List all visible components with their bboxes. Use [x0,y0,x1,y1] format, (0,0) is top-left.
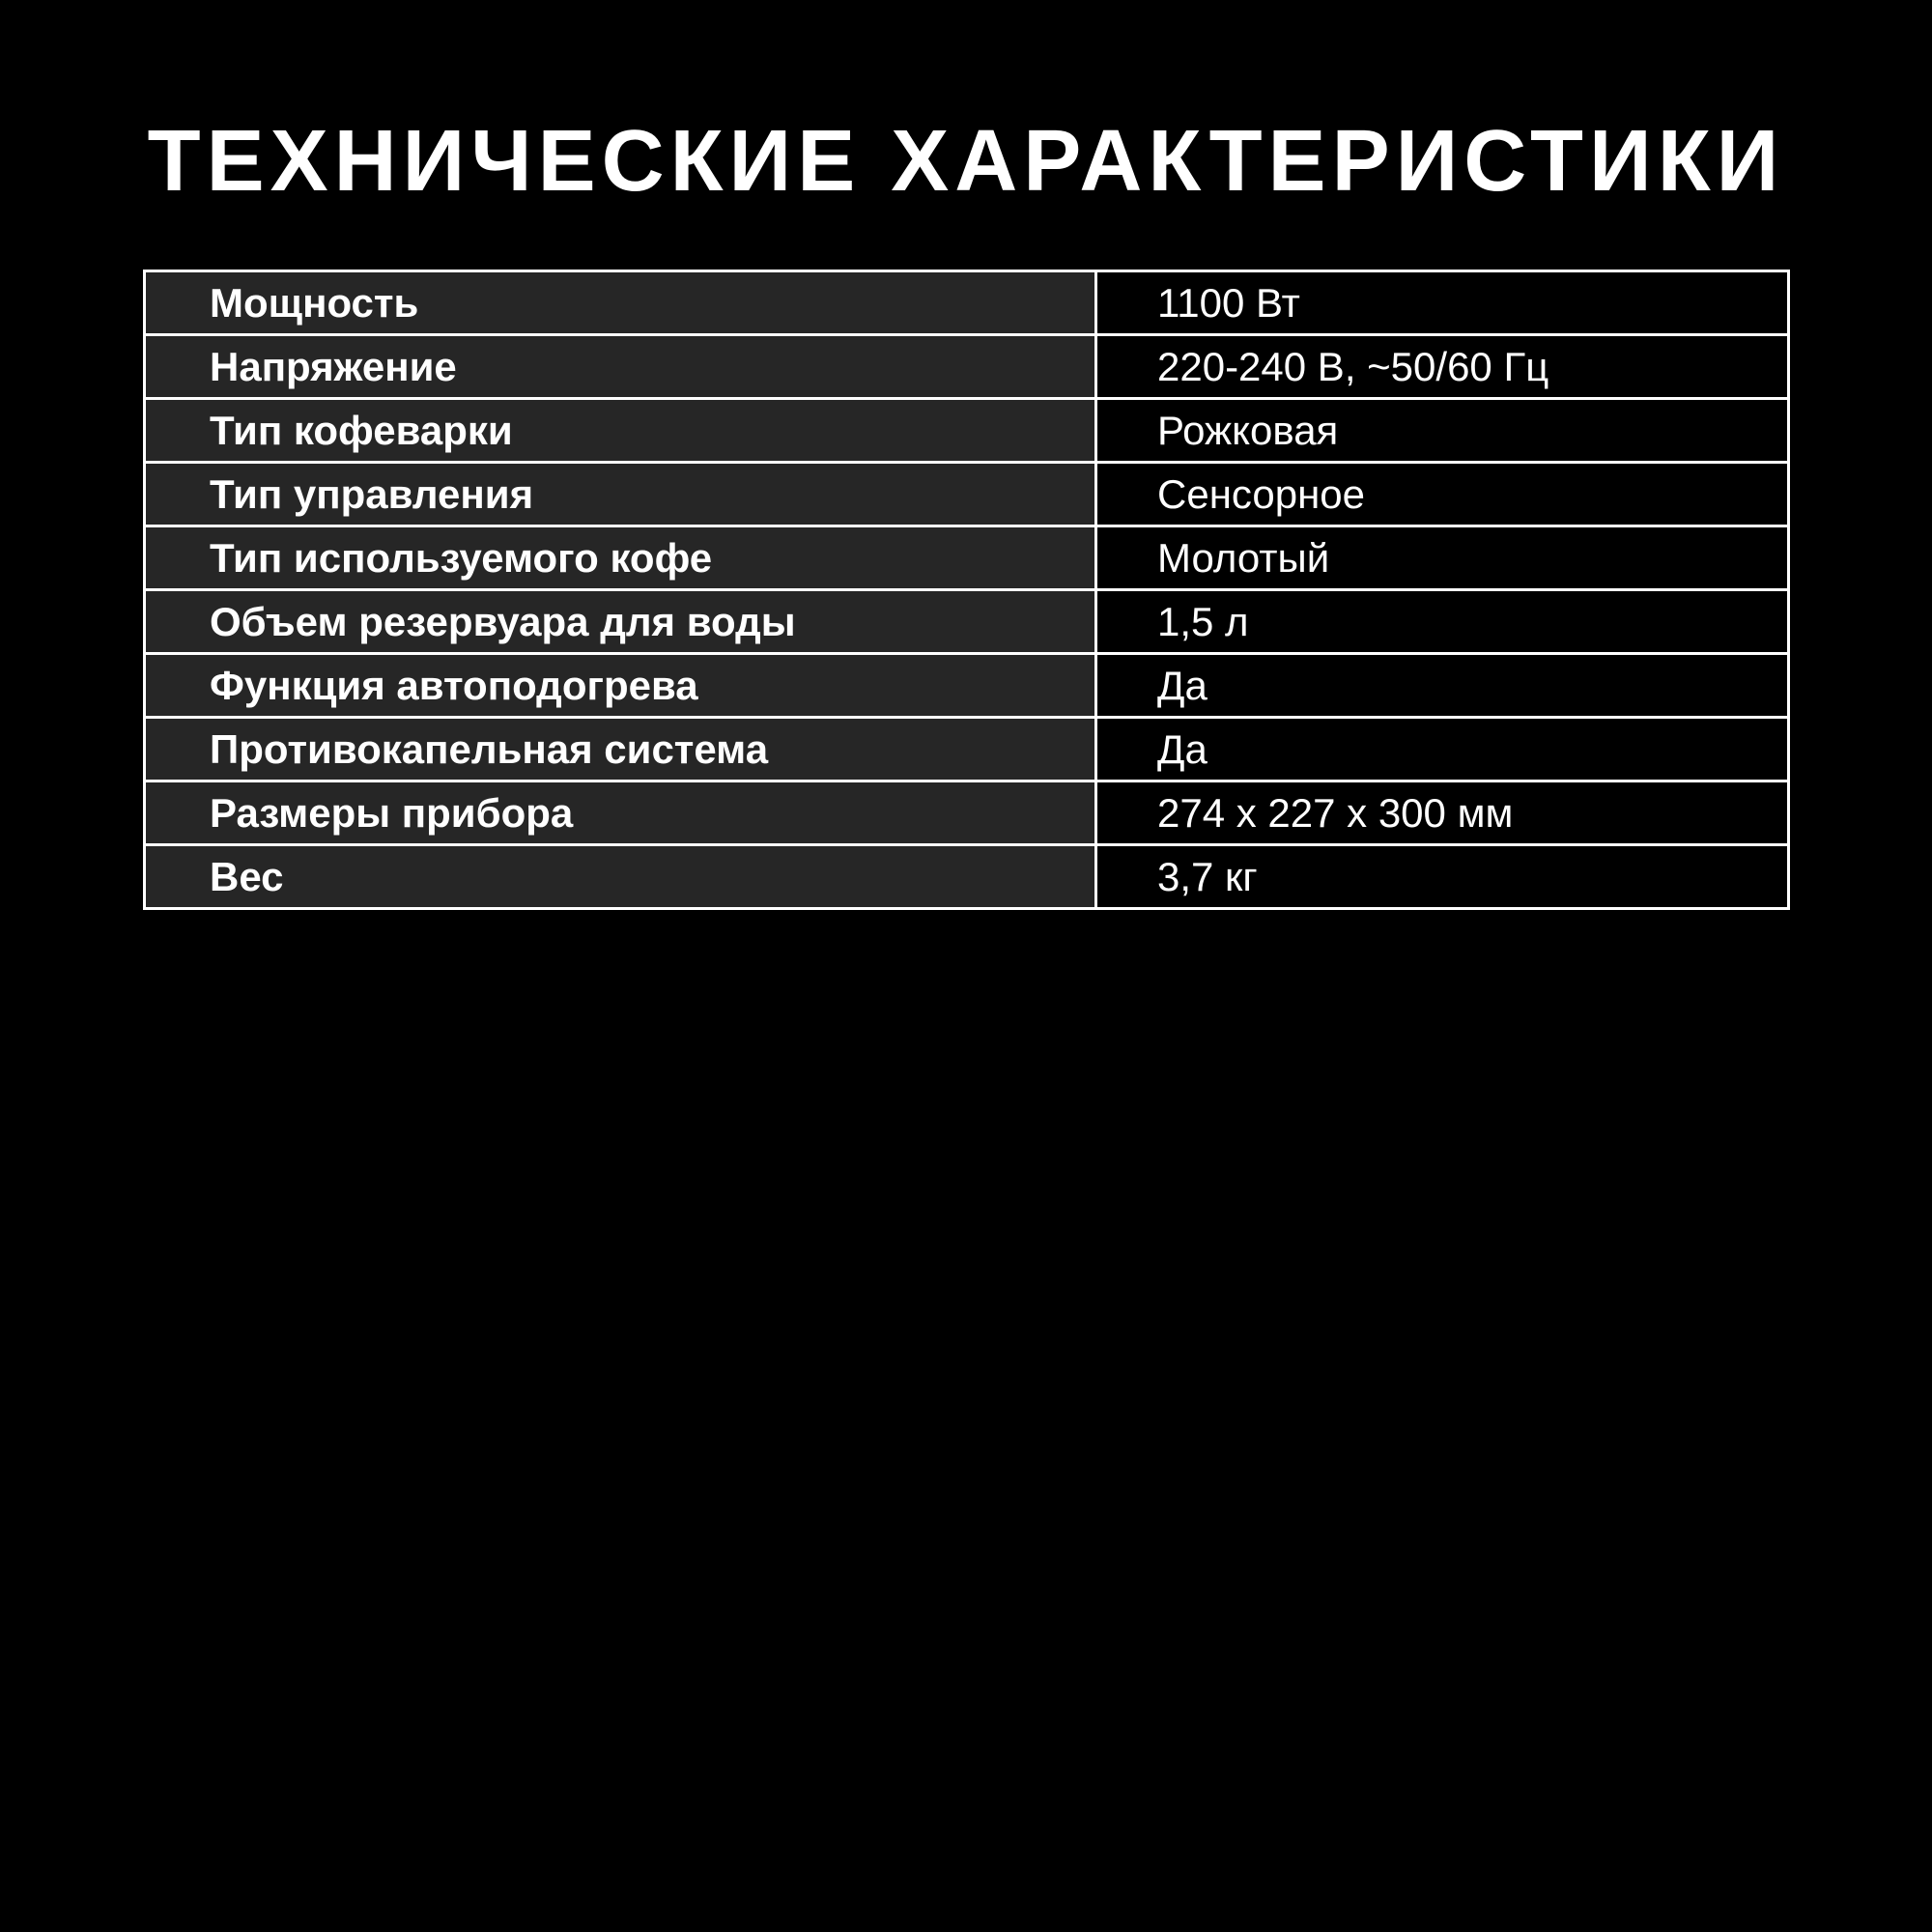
spec-label-power: Мощность [145,271,1096,335]
spec-value-control-type: Сенсорное [1096,463,1789,526]
spec-label-coffee-type: Тип используемого кофе [145,526,1096,590]
table-row [145,718,1789,781]
spec-label-control-type: Тип управления [145,463,1096,526]
spec-value-auto-heating: Да [1096,654,1789,718]
specifications-table [143,270,1790,910]
table-row [145,399,1789,463]
spec-label-auto-heating: Функция автоподогрева [145,654,1096,718]
spec-value-anti-drip: Да [1096,718,1789,781]
spec-label-dimensions: Размеры прибора [145,781,1096,845]
spec-label-machine-type: Тип кофеварки [145,399,1096,463]
table-row [145,845,1789,909]
table-row [145,781,1789,845]
table-row [145,335,1789,399]
spec-label-anti-drip: Противокапельная система [145,718,1096,781]
spec-value-power: 1100 Вт [1096,271,1789,335]
page-title: ТЕХНИЧЕСКИЕ ХАРАКТЕРИСТИКИ [147,113,1785,210]
spec-label-voltage: Напряжение [145,335,1096,399]
table-row [145,463,1789,526]
spec-value-weight: 3,7 кг [1096,845,1789,909]
spec-label-tank-volume: Объем резервуара для воды [145,590,1096,654]
spec-value-tank-volume: 1,5 л [1096,590,1789,654]
table-row [145,271,1789,335]
table-row [145,654,1789,718]
spec-label-weight: Вес [145,845,1096,909]
table-row [145,590,1789,654]
spec-value-voltage: 220-240 В, ~50/60 Гц [1096,335,1789,399]
spec-value-coffee-type: Молотый [1096,526,1789,590]
spec-value-machine-type: Рожковая [1096,399,1789,463]
spec-value-dimensions: 274 x 227 x 300 мм [1096,781,1789,845]
table-row [145,526,1789,590]
